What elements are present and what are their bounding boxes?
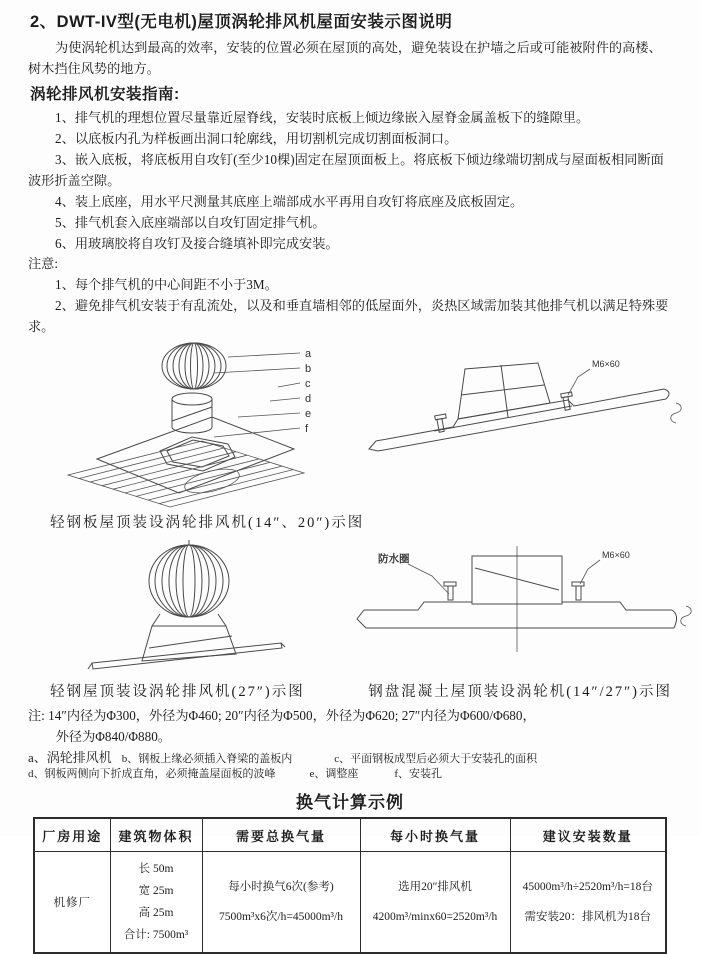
- volume-length: 长 50m: [138, 863, 174, 875]
- roof-line-sketch: [88, 643, 285, 669]
- spec-note: [28, 705, 672, 747]
- waterproof-ring-label: 防水圈: [378, 553, 410, 565]
- cell-suggested-quantity: [510, 852, 666, 954]
- spec-note-line-1: 注: 14″内径为Φ300，外径为Φ460; 20″内径为Φ500，外径为Φ620; 27″内径为Φ600/Φ680，: [28, 708, 536, 723]
- throat-cylinder-sketch: [172, 393, 212, 433]
- install-step-2: 2、以底板内孔为样板画出洞口轮廓线，用切割机完成切割面板洞口。: [55, 131, 458, 146]
- cell-required-exchange: [202, 852, 360, 954]
- cell-usage: 机修厂: [34, 852, 110, 954]
- footnote-c: c、平面钢板成型后必须大于安装孔的面积: [334, 753, 538, 765]
- corrugated-roof-sketch: [68, 441, 304, 507]
- bolt-sketch: [444, 582, 584, 600]
- notice-item-2: 2、避免排气机安装于有乱流处，以及和垂直墙相邻的低屋面外，炎热区域需加装其他排气机以满足特殊要求。: [28, 298, 669, 334]
- ventilation-table: [33, 817, 667, 954]
- part-footnotes: [28, 750, 672, 782]
- base-section-sketch: [434, 363, 572, 431]
- diagram-row-top: [28, 341, 672, 507]
- intro-paragraph: 为使涡轮机达到最高的效率，安装的位置必须在屋顶的高处，避免装设在护墙之后或可能被附件的高楼、树木挡住风势的地方。: [28, 40, 662, 76]
- bolt-leader-line: [568, 369, 590, 395]
- part-label-c: c: [305, 378, 311, 390]
- diagram-caption-steel-14-20: 轻钢板屋顶装设涡轮排风机(14″、20″)示图: [50, 515, 365, 531]
- part-label-e: e: [305, 408, 312, 420]
- base-cone-sketch: [142, 614, 236, 661]
- steel-roof-section-diagram: [358, 355, 688, 475]
- leader-lines: [214, 353, 300, 437]
- diagram-row-bottom: [28, 538, 672, 676]
- break-symbol: [681, 606, 692, 626]
- part-label-a: a: [305, 348, 312, 360]
- install-step-1: 1、排气机的理想位置尽量靠近屋脊线，安装时底板上倾边缘嵌入屋脊金属盖板下的缝隙里。: [55, 110, 590, 125]
- exploded-view-diagram: [42, 341, 342, 507]
- hourly-note: 选用20″排风机: [398, 881, 472, 893]
- table-title: 换气计算示例: [296, 793, 404, 812]
- turbine-27-diagram: [64, 538, 314, 674]
- volume-width: 宽 25m: [138, 885, 174, 897]
- waterproof-leader-line: [408, 564, 449, 594]
- diagram-caption-concrete: 钢盘混凝土屋顶装设涡轮机(14″/27″)示图: [368, 684, 672, 700]
- hourly-formula: 4200m³/minx60=2520m³/h: [372, 911, 498, 923]
- column-header-volume: 建筑物体积: [110, 818, 202, 852]
- column-header-required: 需要总换气量: [202, 818, 360, 852]
- suggest-formula: 45000m³/h÷2520m³/h=18台: [522, 881, 653, 893]
- part-label-f: f: [305, 423, 309, 435]
- column-header-usage: 厂房用途: [34, 818, 110, 852]
- sloped-roof-sketch: [369, 389, 669, 451]
- install-step-6: 6、用玻璃胶将自攻钉及接合缝填补即完成安装。: [55, 236, 339, 251]
- column-header-hourly: 每小时换气量: [360, 818, 510, 852]
- install-step-4: 4、装上底座，用水平尺测量其底座上端部成水平再用自攻钉将底座及底板固定。: [55, 194, 524, 209]
- part-label-b: b: [305, 363, 312, 375]
- turbine-globe-27-sketch: [149, 540, 229, 617]
- concrete-roof-section-diagram: [342, 544, 702, 666]
- notice-item-1: 1、每个排气机的中心间距不小于3M。: [55, 277, 278, 292]
- table-row: [34, 852, 666, 954]
- install-step-3: 3、嵌入底板，将底板用自攻钉(至少10棵)固定在屋顶面板上。将底板下倾边缘端切割成与屋面板相同断面波形折盖空隙。: [28, 152, 664, 188]
- table-header-row: [34, 818, 666, 852]
- column-header-suggested: 建议安装数量: [510, 818, 666, 852]
- notice-heading: 注意:: [28, 256, 59, 271]
- required-formula: 7500m³x6次/h=45000m³/h: [219, 911, 343, 923]
- part-label-d: d: [305, 393, 312, 405]
- volume-total: 合计: 7500m³: [123, 929, 189, 941]
- bolt-spec-label: M6×60: [602, 550, 630, 560]
- footnote-d: d、钢板两侧向下折成直角，必须掩盖屋面板的波峰: [28, 768, 276, 780]
- turbine-globe-sketch: [162, 343, 226, 389]
- volume-height: 高 25m: [138, 907, 174, 919]
- bolt-spec-label: M6×60: [592, 359, 620, 369]
- install-step-5: 5、排气机套入底座端部以自攻钉固定排气机。: [55, 215, 326, 230]
- cell-hourly-exchange: [360, 852, 510, 954]
- spec-note-line-2: 外径为Φ840/Φ880。: [55, 729, 171, 744]
- bolt-sketch: [435, 392, 573, 432]
- footnote-e: e、调整座: [309, 768, 359, 780]
- caption-row-bottom: [50, 680, 672, 701]
- bolt-leader-line: [580, 560, 600, 584]
- guide-heading: 涡轮排风机安装指南:: [30, 86, 180, 103]
- suggest-note: 需安装20：排风机为18台: [524, 911, 651, 923]
- footnote-a: a、涡轮排风机: [28, 750, 112, 765]
- required-note: 每小时换气6次(参考): [228, 881, 334, 893]
- cell-volume: [110, 852, 202, 954]
- diagram-caption-steel-27: 轻钢屋顶装设涡轮排风机(27″)示图: [50, 684, 305, 700]
- break-symbol: [671, 403, 682, 423]
- footnote-b: b、钢板上缘必须插入脊梁的盖板内: [121, 753, 293, 765]
- page-title: 2、DWT-IV型(无电机)屋顶涡轮排风机屋面安装示图说明: [30, 13, 453, 31]
- footnote-f: f、安装孔: [394, 768, 443, 780]
